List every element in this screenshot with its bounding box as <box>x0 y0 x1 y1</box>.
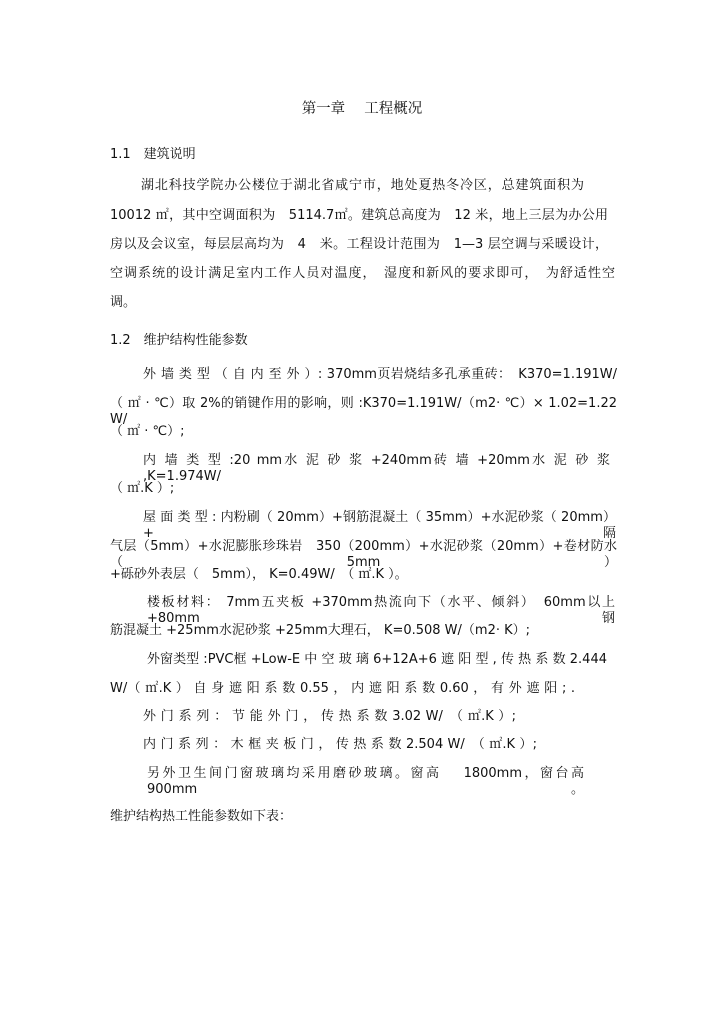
paragraph-line: W/（ ㎡.K ） 自 身 遮 阳 系 数 0.55 ， 内 遮 阳 系 数 0.60 ， 有 外 遮 阳 ; . <box>110 681 575 696</box>
paragraph-line: 外窗类型 :PVC框 +Low-E 中 空 玻 璃 6+12A+6 遮 阳 型 , 传 热 系 数 2.444 <box>147 652 607 667</box>
paragraph-line: 屋 面 类 型 : 内粉刷（ 20mm）+钢筋混凝土（ 35mm）+水泥砂浆（ 20mm）+隔 <box>143 510 616 541</box>
table-intro: 维护结构热工性能参数如下表： <box>110 809 293 824</box>
section-heading-1-2: 1.2 维护结构性能参数 <box>110 333 248 348</box>
paragraph-line: 内 墙 类 型 :20 mm水 泥 砂 浆 +240mm砖 墙 +20mm水 泥 砂 浆 ,K=1.974W/ <box>143 453 610 484</box>
paragraph-line: 10012 ㎡，其中空调面积为 5114.7㎡。建筑总高度为 12 米，地上三层为办公用 <box>110 208 608 223</box>
paragraph-line: 筋混凝土 +25mm水泥砂浆 +25mm大理石， K=0.508 W/（m2· K）; <box>110 623 531 638</box>
paragraph-line: 空调系统的设计满足室内工作人员对温度， 湿度和新风的要求即可， 为舒适性空 <box>110 266 615 281</box>
section-heading-1-1: 1.1 建筑说明 <box>110 147 196 162</box>
paragraph-line: （ ㎡.K ）; <box>110 481 175 496</box>
paragraph-line: 外 门 系 列 ： 节 能 外 门 ， 传 热 系 数 3.02 W/ （ ㎡.K ）; <box>143 709 516 724</box>
paragraph-line: 气层（5mm）+水泥膨胀珍珠岩 350（200mm）+水泥砂浆（20mm）+卷材防水（5mm） <box>110 539 617 570</box>
chapter-title: 第一章 工程概况 <box>301 101 423 117</box>
paragraph-line: 外 墙 类 型 （ 自 内 至 外 ）: 370mm页岩烧结多孔承重砖： K370=1.191W/ <box>143 367 617 382</box>
paragraph-line: 内 门 系 列 ： 木 框 夹 板 门 ， 传 热 系 数 2.504 W/ （ ㎡.K ）; <box>143 737 537 752</box>
paragraph-line: （ ㎡ · ℃）; <box>110 424 185 439</box>
paragraph-line: （ ㎡ · ℃）取 2%的销键作用的影响，则 :K370=1.191W/（m2· ℃）× 1.02=1.22 W/ <box>110 396 617 427</box>
paragraph-line: 另外卫生间门窗玻璃均采用磨砂玻璃。窗高 1800mm，窗台高 900mm。 <box>147 766 584 797</box>
paragraph-line: 房以及会议室，每层层高均为 4 米。工程设计范围为 1—3 层空调与采暖设计， <box>110 237 608 252</box>
paragraph-line: 调。 <box>110 295 137 310</box>
paragraph-line: 湖北科技学院办公楼位于湖北省咸宁市，地处夏热冬冷区，总建筑面积为 <box>141 178 584 193</box>
paragraph-line: +砾砂外表层（ 5mm）， K=0.49W/ （ ㎡.K ）。 <box>110 567 408 582</box>
paragraph-line: 楼板材料： 7mm五夹板 +370mm热流向下（水平、倾斜） 60mm以上 +80mm钢 <box>147 595 615 626</box>
